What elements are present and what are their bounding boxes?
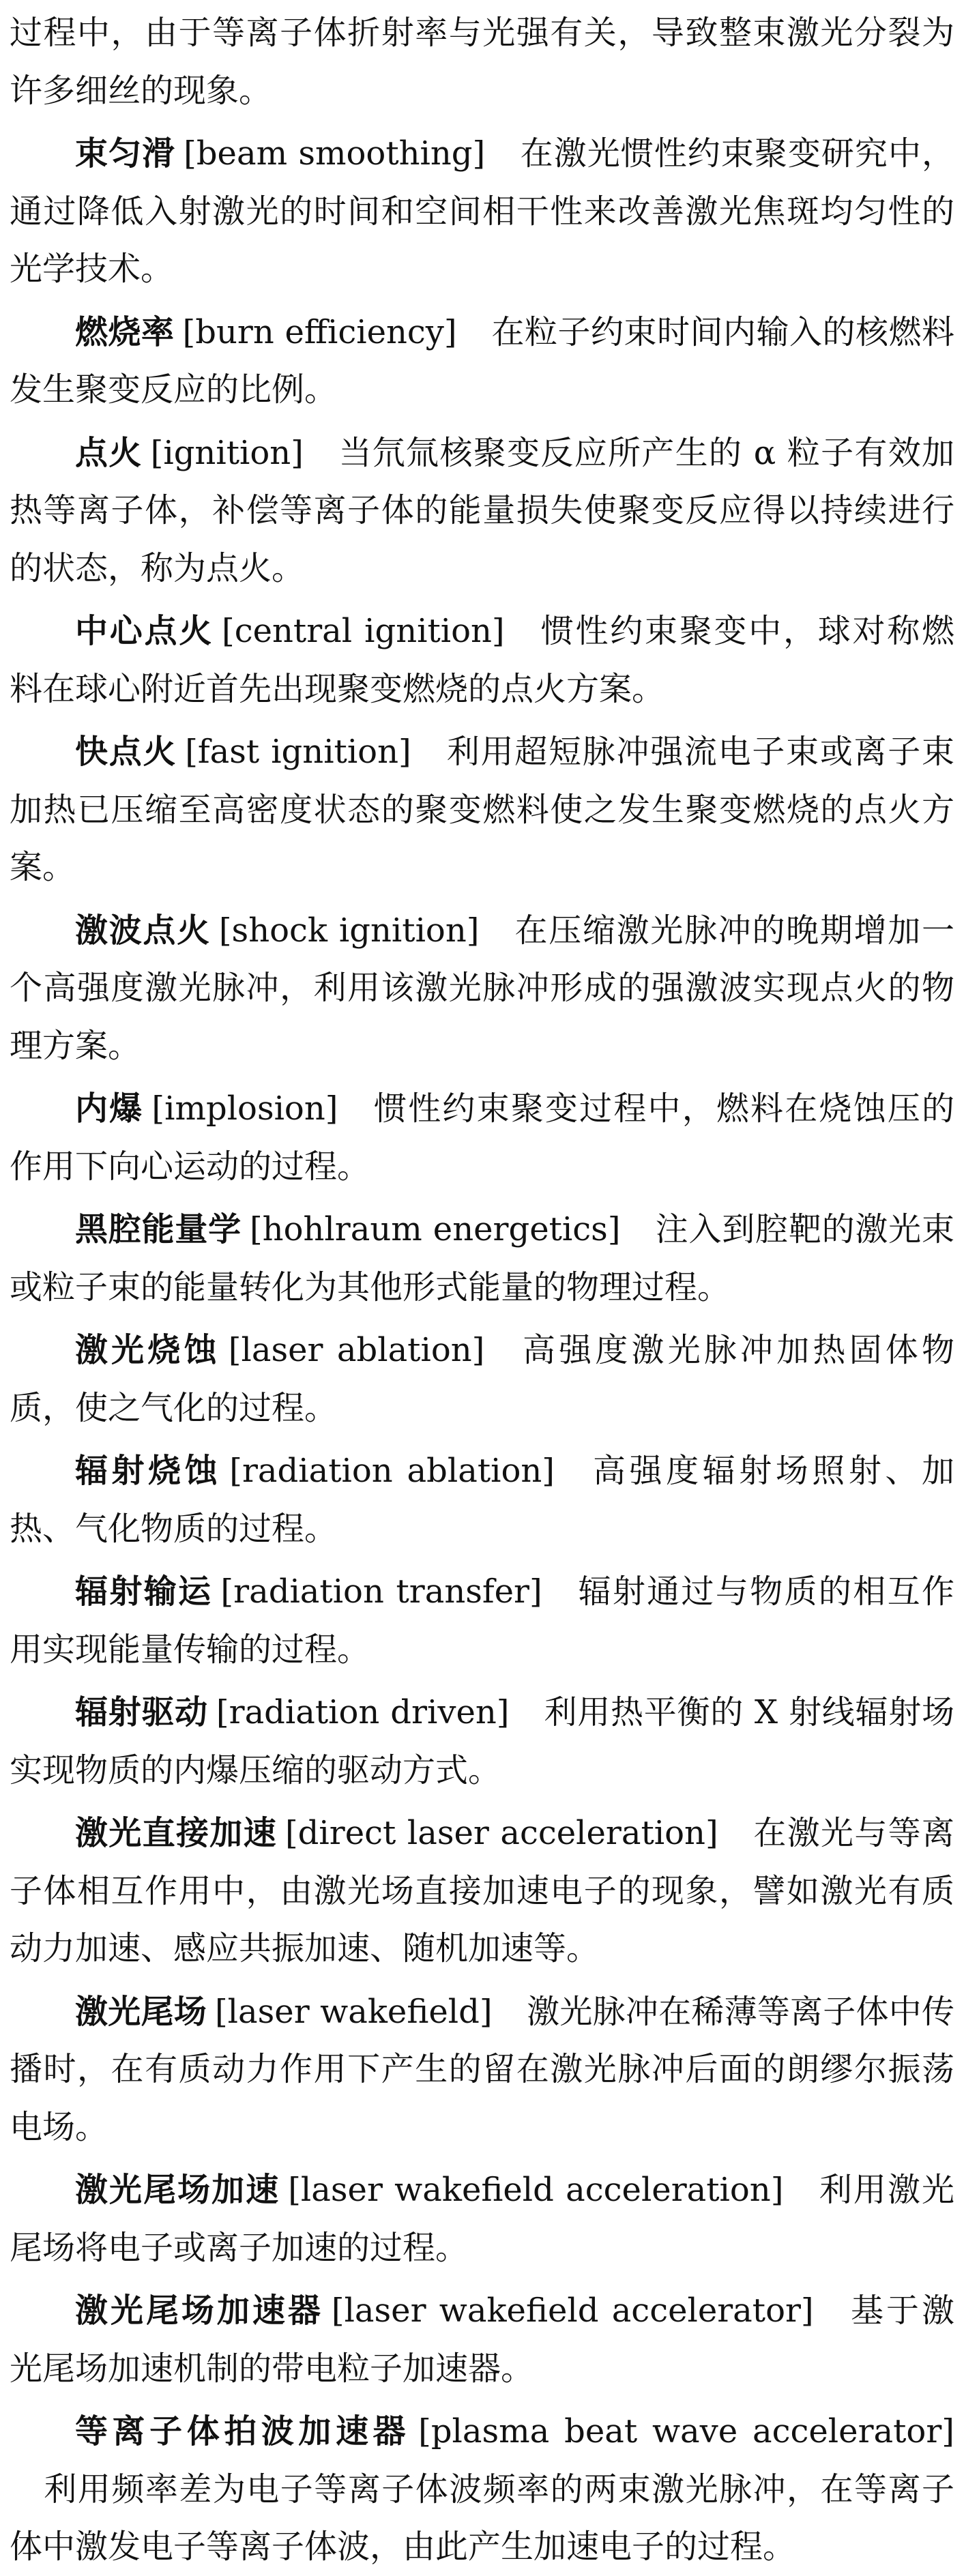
entry-text	[10, 304, 954, 419]
entry-text	[10, 902, 954, 1075]
entry-english-term: [radiation ablation]	[229, 1452, 555, 1490]
glossary-entry	[10, 1563, 954, 1678]
entry-text	[10, 1201, 954, 1316]
entry-english-term: [burn efficiency]	[182, 312, 457, 351]
glossary-entry	[10, 1684, 954, 1799]
entry-text	[10, 1321, 954, 1437]
entry-definition: 激光脉冲在稀薄等离子体中传播时，在有质动力作用下产生的留在激光脉冲后面的朗缪尔振荡电场。	[10, 1992, 954, 2146]
glossary-entry	[10, 602, 954, 718]
entry-term: 激光烧蚀	[75, 1331, 220, 1369]
entry-english-term: [radiation transfer]	[220, 1572, 542, 1611]
entry-term: 辐射驱动	[75, 1693, 208, 1731]
entry-text	[10, 125, 954, 298]
entry-english-term: [hohlraum energetics]	[249, 1210, 621, 1248]
entry-text	[10, 602, 954, 718]
entry-text	[10, 1684, 954, 1799]
glossary-entry	[10, 2161, 954, 2277]
glossary-entry	[10, 1080, 954, 1195]
entry-definition: 利用超短脉冲强流电子束或离子束加热已压缩至高密度状态的聚变燃料使之发生聚变燃烧的点火方案。	[10, 733, 954, 886]
entry-english-term: [implosion]	[151, 1089, 338, 1128]
entry-term: 中心点火	[75, 612, 214, 650]
entry-definition: 利用激光尾场将电子或离子加速的过程。	[10, 2171, 954, 2267]
glossary-entry	[10, 1804, 954, 1978]
entry-definition: 高强度激光脉冲加热固体物质，使之气化的过程。	[10, 1331, 954, 1427]
entry-english-term: [laser ablation]	[228, 1331, 485, 1369]
glossary-entry	[10, 1201, 954, 1316]
entry-text	[10, 2403, 954, 2576]
entry-definition: 在压缩激光脉冲的晚期增加一个高强度激光脉冲，利用该激光脉冲形成的强激波实现点火的物理方案。	[10, 911, 954, 1065]
entry-text	[10, 1804, 954, 1978]
entry-english-term: [ignition]	[150, 433, 304, 472]
entry-english-term: [direct laser acceleration]	[284, 1814, 718, 1852]
glossary-entry	[10, 1321, 954, 1437]
entry-definition: 高强度辐射场照射、加热、气化物质的过程。	[10, 1452, 954, 1548]
glossary-entry	[10, 304, 954, 419]
glossary-entry	[10, 1983, 954, 2156]
entry-definition: 惯性约束聚变中，球对称燃料在球心附近首先出现聚变燃烧的点火方案。	[10, 612, 954, 708]
entry-english-term: [shock ignition]	[218, 911, 480, 950]
intro-paragraph: 过程中，由于等离子体折射率与光强有关，导致整束激光分裂为许多细丝的现象。	[10, 14, 954, 110]
entry-term: 辐射输运	[75, 1572, 213, 1611]
entry-term: 点火	[75, 433, 143, 472]
entry-definition: 基于激光尾场加速机制的带电粒子加速器。	[10, 2292, 954, 2388]
entry-definition: 惯性约束聚变过程中，燃料在烧蚀压的作用下向心运动的过程。	[10, 1089, 954, 1186]
entry-term: 激波点火	[75, 911, 211, 950]
entry-term: 激光尾场加速器	[75, 2292, 323, 2330]
entry-definition: 辐射通过与物质的相互作用实现能量传输的过程。	[10, 1572, 954, 1669]
entry-text	[10, 723, 954, 896]
entry-definition: 当氘氚核聚变反应所产生的 α 粒子有效加热等离子体，补偿等离子体的能量损失使聚变反应得以持续进行的状态，称为点火。	[10, 433, 954, 587]
entry-term: 激光尾场	[75, 1992, 207, 2031]
entry-term: 燃烧率	[75, 312, 175, 351]
entry-english-term: [laser wakefield]	[214, 1992, 493, 2031]
entry-definition: 在激光与等离子体相互作用中，由激光场直接加速电子的现象，譬如激光有质动力加速、感应共振加速、随机加速等。	[10, 1814, 954, 1967]
entry-term: 束匀滑	[75, 134, 176, 173]
glossary-entry	[10, 2403, 954, 2576]
entry-text	[10, 1080, 954, 1195]
entry-english-term: [beam smoothing]	[184, 134, 486, 173]
entry-english-term: [central ignition]	[221, 612, 505, 650]
glossary-entry	[10, 2282, 954, 2397]
entry-english-term: [radiation driven]	[216, 1693, 510, 1731]
entry-text	[10, 1983, 954, 2156]
entry-term: 快点火	[75, 733, 177, 771]
entry-text	[10, 424, 954, 598]
entry-term: 内爆	[75, 1089, 144, 1128]
glossary-entries	[10, 125, 954, 2576]
entry-text	[10, 1442, 954, 1557]
entry-term: 等离子体拍波加速器	[75, 2412, 411, 2450]
entry-definition: 利用热平衡的 X 射线辐射场实现物质的内爆压缩的驱动方式。	[10, 1693, 954, 1789]
entry-english-term: [laser wakefield accelerator]	[331, 2292, 814, 2330]
entry-english-term: [fast ignition]	[185, 733, 411, 771]
glossary-entry	[10, 902, 954, 1075]
glossary-entry	[10, 424, 954, 598]
entry-definition: 在激光惯性约束聚变研究中，通过降低入射激光的时间和空间相干性来改善激光焦斑均匀性的光学技术。	[10, 134, 954, 288]
entry-definition: 注入到腔靶的激光束或粒子束的能量转化为其他形式能量的物理过程。	[10, 1210, 954, 1306]
entry-term: 激光尾场加速	[75, 2171, 280, 2209]
glossary-entry	[10, 1442, 954, 1557]
entry-term: 辐射烧蚀	[75, 1452, 222, 1490]
entry-definition: 利用频率差为电子等离子体波频率的两束激光脉冲，在等离子体中激发电子等离子体波，由此产生加速电子的过程。	[10, 2470, 954, 2566]
entry-term: 黑腔能量学	[75, 1210, 242, 1248]
entry-term: 激光直接加速	[75, 1814, 277, 1852]
entry-text	[10, 1563, 954, 1678]
glossary-entry	[10, 723, 954, 896]
entry-text	[10, 2161, 954, 2277]
entry-definition: 在粒子约束时间内输入的核燃料发生聚变反应的比例。	[10, 312, 954, 409]
entry-english-term: [laser wakefield acceleration]	[288, 2171, 784, 2209]
entry-text	[10, 2282, 954, 2397]
glossary-entry	[10, 125, 954, 298]
entry-english-term: [plasma beat wave accelerator]	[418, 2412, 954, 2450]
